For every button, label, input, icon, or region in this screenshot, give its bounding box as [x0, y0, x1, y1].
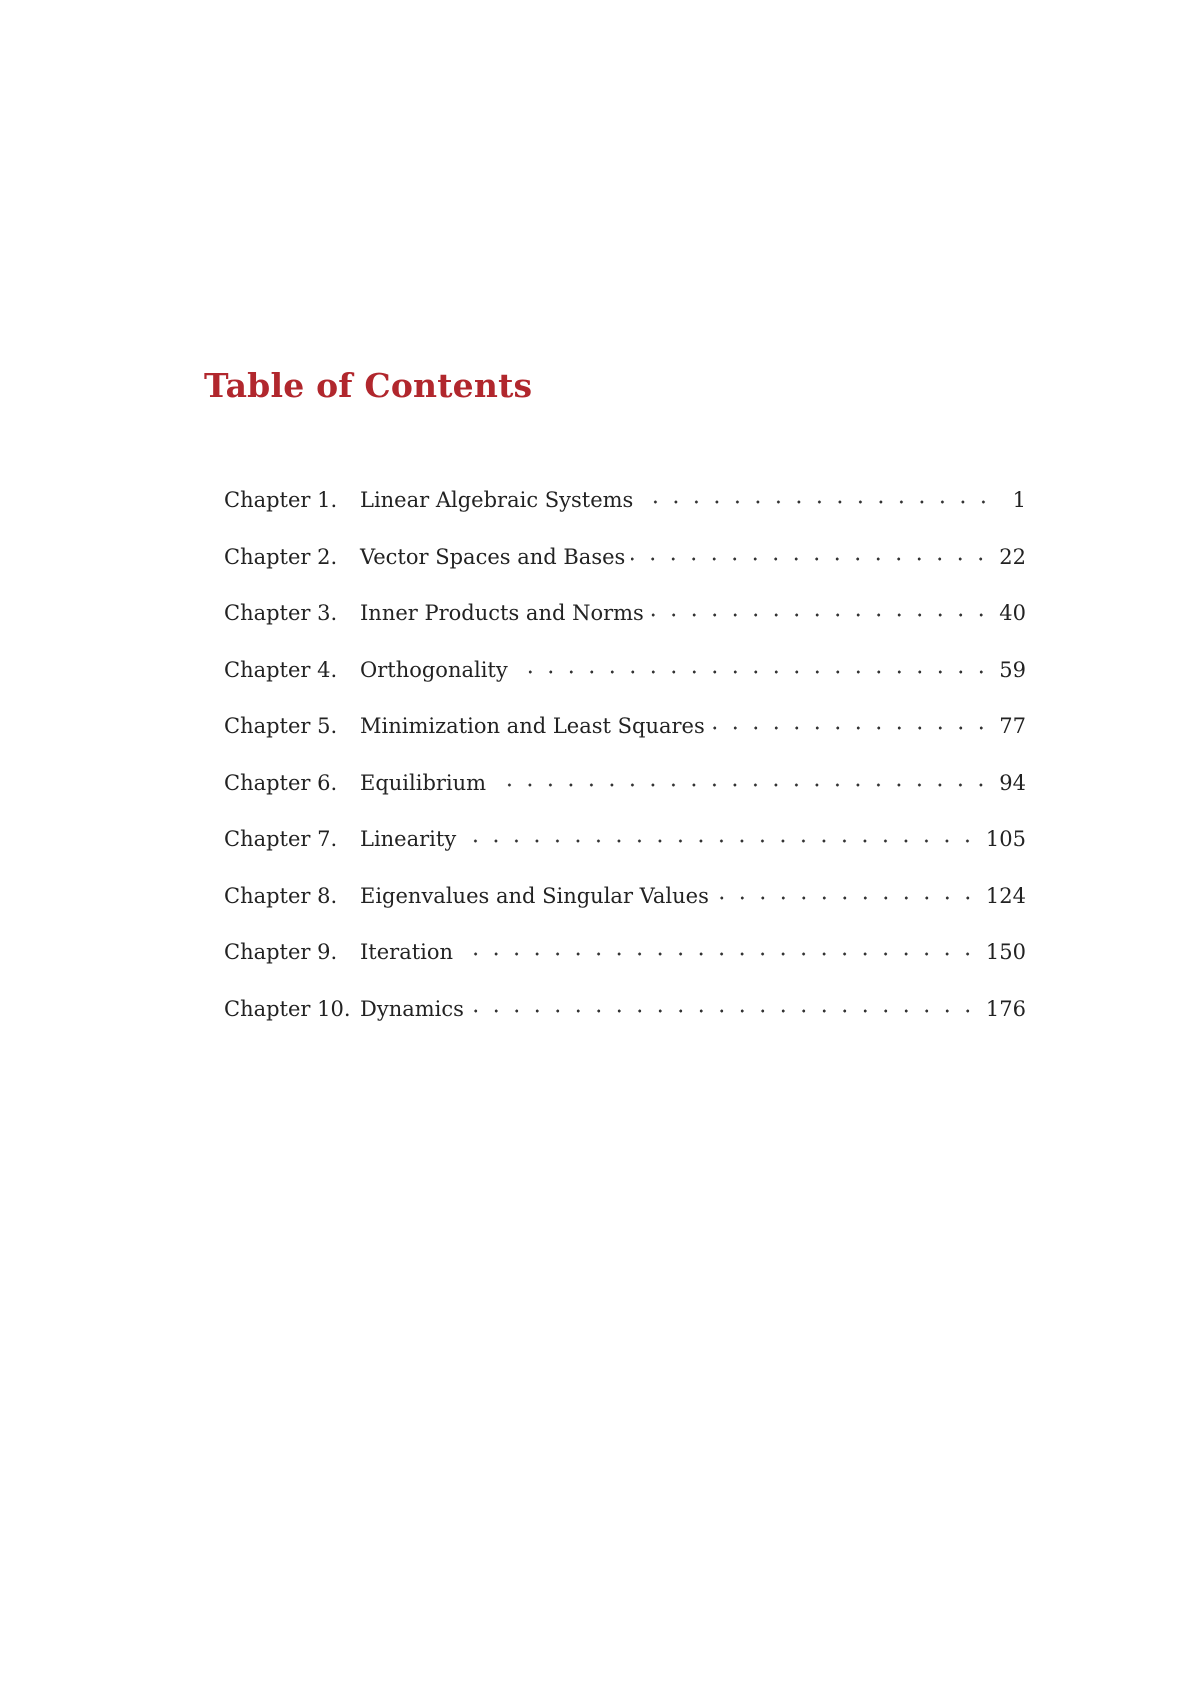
toc-chapter-title: Linear Algebraic Systems — [360, 488, 639, 512]
toc-chapter-title: Iteration — [360, 940, 459, 964]
toc-page-number: 59 — [999, 657, 1026, 682]
toc-entry[interactable] — [224, 924, 1026, 981]
toc-chapter-title: Inner Products and Norms — [360, 601, 650, 625]
dot-leader — [639, 490, 994, 514]
toc-chapter-number: Chapter 4. — [224, 657, 338, 682]
toc-chapter-number: Chapter 9. — [224, 940, 338, 965]
toc-chapter-number: Chapter 10. — [224, 996, 351, 1021]
toc-entry[interactable] — [224, 811, 1026, 868]
toc-chapter-title: Eigenvalues and Singular Values — [360, 884, 715, 908]
toc-entry[interactable] — [224, 698, 1026, 755]
page-title: Table of Contents — [204, 366, 533, 405]
toc-chapter-title: Vector Spaces and Bases — [360, 545, 631, 569]
toc-chapter-title: Minimization and Least Squares — [360, 714, 711, 738]
toc-chapter-title: Linearity — [360, 827, 462, 851]
toc-entry[interactable] — [224, 868, 1026, 925]
toc-page-number: 150 — [985, 940, 1026, 965]
dot-leader — [492, 773, 991, 797]
toc-chapter-number: Chapter 1. — [224, 488, 338, 513]
toc-page-number: 40 — [999, 601, 1026, 626]
dot-leader — [631, 547, 991, 571]
toc-entry[interactable] — [224, 642, 1026, 699]
dot-leader — [711, 716, 992, 740]
toc-page-number: 176 — [985, 996, 1026, 1021]
dot-leader — [470, 999, 978, 1023]
toc-page-number: 94 — [999, 770, 1026, 795]
toc-chapter-number: Chapter 3. — [224, 601, 338, 626]
toc-chapter-number: Chapter 7. — [224, 827, 338, 852]
toc-page-number: 77 — [999, 714, 1026, 739]
toc-chapter-number: Chapter 2. — [224, 544, 338, 569]
toc-entry[interactable] — [224, 755, 1026, 812]
toc-page-number: 105 — [985, 827, 1026, 852]
toc-page-number: 1 — [1012, 488, 1026, 513]
dot-leader — [715, 886, 978, 910]
toc-chapter-number: Chapter 6. — [224, 770, 338, 795]
toc-page-number: 124 — [985, 883, 1026, 908]
dot-leader — [462, 829, 978, 853]
toc-page-number: 22 — [999, 544, 1026, 569]
toc-chapter-title: Orthogonality — [360, 658, 514, 682]
toc-list — [224, 472, 1026, 1037]
toc-entry[interactable] — [224, 981, 1026, 1038]
toc-entry[interactable] — [224, 585, 1026, 642]
toc-chapter-title: Dynamics — [360, 997, 470, 1021]
dot-leader — [650, 603, 991, 627]
toc-chapter-title: Equilibrium — [360, 771, 492, 795]
toc-chapter-number: Chapter 5. — [224, 714, 338, 739]
toc-chapter-number: Chapter 8. — [224, 883, 338, 908]
toc-entry[interactable] — [224, 529, 1026, 586]
dot-leader — [514, 660, 992, 684]
dot-leader — [459, 942, 978, 966]
toc-entry[interactable] — [224, 472, 1026, 529]
